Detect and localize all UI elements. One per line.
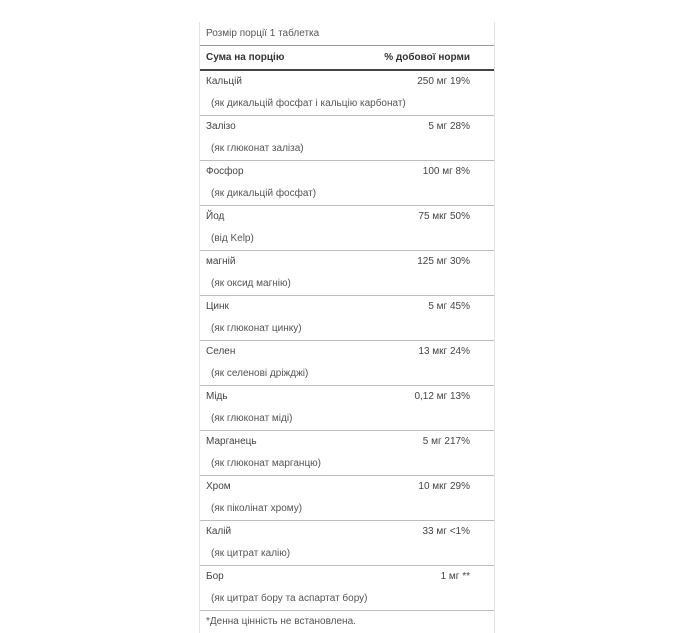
nutrient-source: (як оксид магнію) bbox=[211, 278, 291, 289]
table-header bbox=[200, 46, 494, 71]
nutrient-source: (як цитрат калію) bbox=[211, 548, 291, 559]
nutrient-source: (від Kelp) bbox=[211, 233, 254, 244]
nutrient-name: Кальцій bbox=[206, 76, 242, 87]
nutrient-row-chromium bbox=[200, 476, 494, 521]
nutrient-name: Мідь bbox=[206, 391, 228, 402]
nutrient-source: (як дикальцій фосфат і кальцію карбонат) bbox=[211, 98, 406, 109]
nutrient-name: Марганець bbox=[206, 436, 257, 447]
nutrient-name: Калій bbox=[206, 526, 232, 537]
supplement-facts-panel bbox=[199, 22, 495, 633]
nutrient-source: (як глюконат цинку) bbox=[211, 323, 302, 334]
footnote: *Денна цінність не встановлена. bbox=[206, 616, 356, 627]
nutrient-row-manganese bbox=[200, 431, 494, 476]
nutrient-row-potassium bbox=[200, 521, 494, 566]
nutrient-amount: 13 мкг 24% bbox=[418, 346, 470, 357]
nutrient-source: (як піколінат хрому) bbox=[211, 503, 303, 514]
nutrient-row-phosphorus bbox=[200, 161, 494, 206]
nutrient-name: Хром bbox=[206, 481, 231, 492]
nutrient-name: магній bbox=[206, 256, 236, 267]
nutrient-amount: 5 мг 217% bbox=[422, 436, 470, 447]
nutrient-amount: 0,12 мг 13% bbox=[414, 391, 470, 402]
nutrient-amount: 250 мг 19% bbox=[417, 76, 470, 87]
nutrient-row-copper bbox=[200, 386, 494, 431]
nutrient-source: (як цитрат бору та аспартат бору) bbox=[211, 593, 368, 604]
nutrient-row-iron bbox=[200, 116, 494, 161]
nutrient-amount: 33 мг <1% bbox=[422, 526, 470, 537]
nutrient-source: (як глюконат марганцю) bbox=[211, 458, 321, 469]
nutrient-name: Цинк bbox=[206, 301, 229, 312]
nutrient-amount: 125 мг 30% bbox=[417, 256, 470, 267]
nutrient-row-magnesium bbox=[200, 251, 494, 296]
nutrient-name: Йод bbox=[206, 211, 225, 222]
nutrient-amount: 75 мкг 50% bbox=[418, 211, 470, 222]
nutrient-row-iodine bbox=[200, 206, 494, 251]
daily-value-header: % добової норми bbox=[384, 52, 470, 63]
nutrient-amount: 5 мг 28% bbox=[428, 121, 470, 132]
nutrient-row-zinc bbox=[200, 296, 494, 341]
nutrient-amount: 5 мг 45% bbox=[428, 301, 470, 312]
nutrient-source: (як селенові дріжджі) bbox=[211, 368, 309, 379]
nutrient-name: Фосфор bbox=[206, 166, 244, 177]
nutrient-amount: 100 мг 8% bbox=[422, 166, 470, 177]
nutrient-row-calcium bbox=[200, 71, 494, 116]
nutrient-source: (як дикальцій фосфат) bbox=[211, 188, 317, 199]
nutrient-name: Залізо bbox=[206, 121, 236, 132]
nutrient-name: Селен bbox=[206, 346, 236, 357]
nutrient-name: Бор bbox=[206, 571, 224, 582]
nutrient-source: (як глюконат заліза) bbox=[211, 143, 304, 154]
amount-per-serving-header: Сума на порцію bbox=[206, 52, 285, 63]
nutrient-row-selenium bbox=[200, 341, 494, 386]
nutrient-row-boron bbox=[200, 566, 494, 611]
nutrient-amount: 1 мг ** bbox=[440, 571, 470, 582]
nutrient-source: (як глюконат міді) bbox=[211, 413, 293, 424]
nutrient-amount: 10 мкг 29% bbox=[418, 481, 470, 492]
serving-size: Розмір порції 1 таблетка bbox=[200, 22, 494, 46]
